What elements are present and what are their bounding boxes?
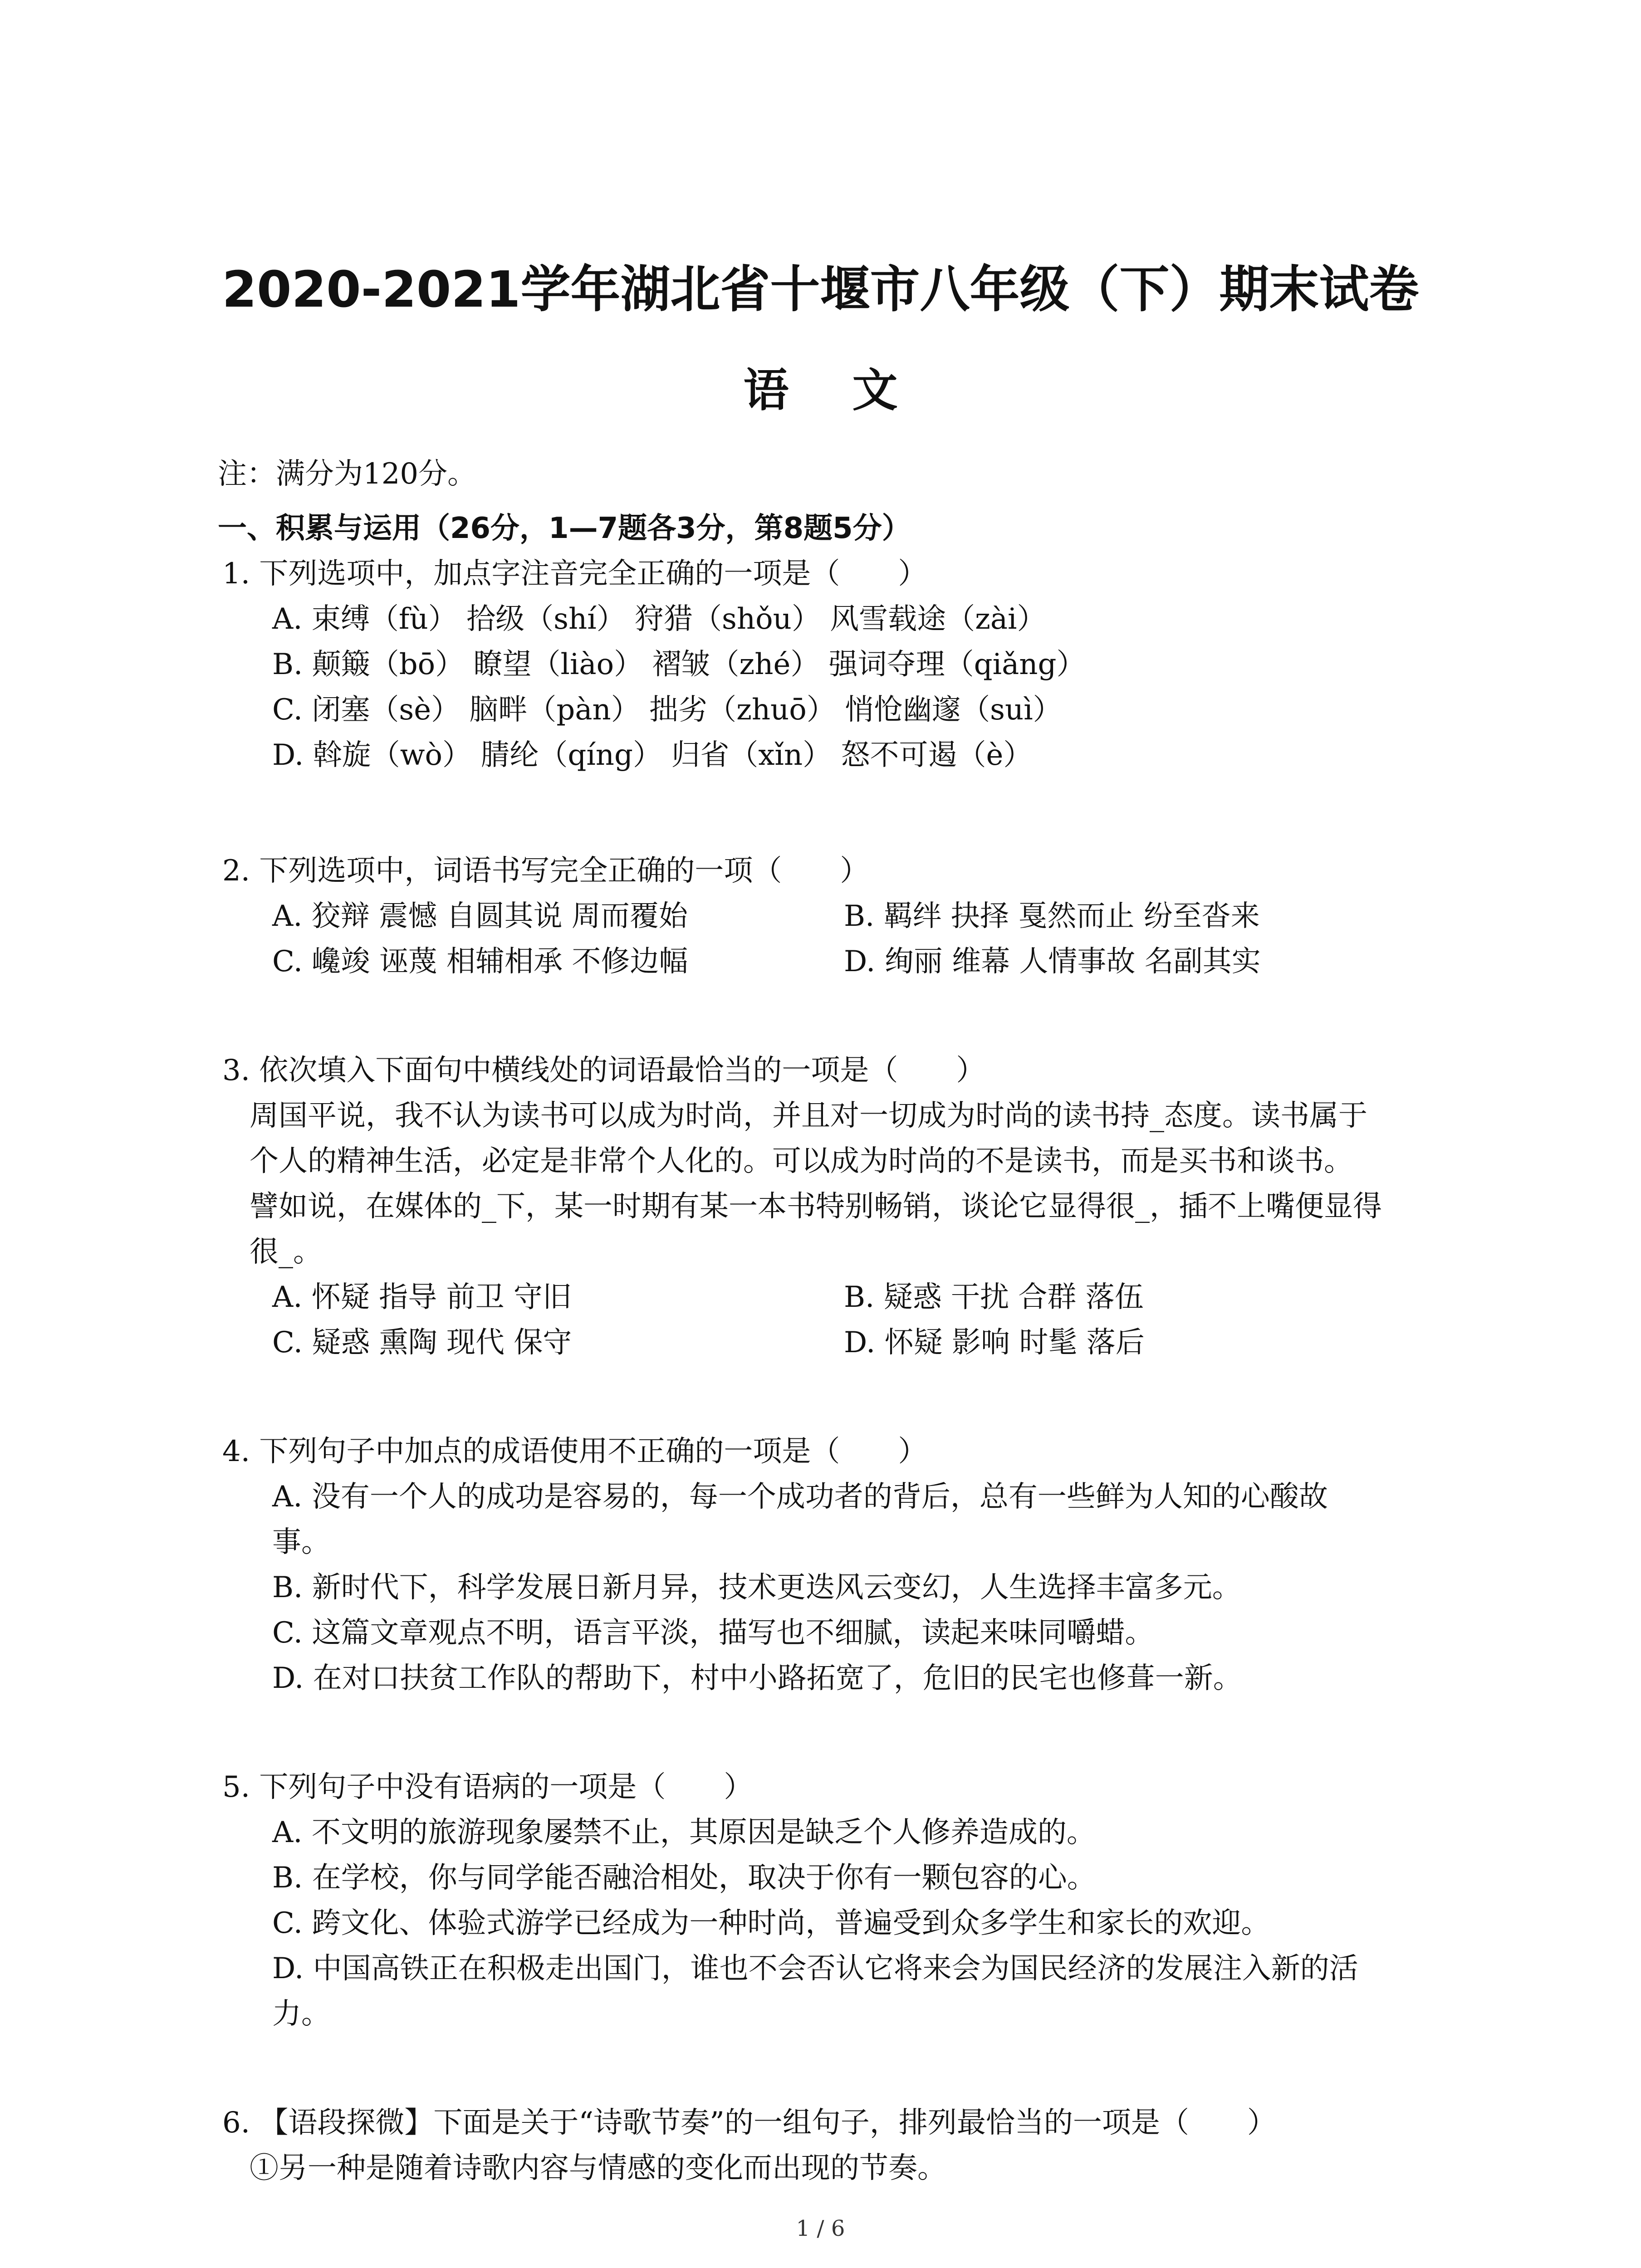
question-3-option-b: B. 疑惑 干扰 合群 落伍 xyxy=(844,1281,1144,1314)
question-5-stem: 5. 下列句子中没有语病的一项是（ ） xyxy=(222,1770,753,1804)
question-3-passage-line: 很_。 xyxy=(250,1235,322,1269)
question-4-option-a-cont: 事。 xyxy=(272,1525,330,1559)
question-3-option-a: A. 怀疑 指导 前卫 守旧 xyxy=(272,1281,572,1314)
question-2-option-c: C. 巉竣 诬蔑 相辅相承 不修边幅 xyxy=(272,945,688,978)
question-1-stem: 1. 下列选项中，加点字注音完全正确的一项是（ ） xyxy=(222,557,927,591)
question-5-option-b: B. 在学校，你与同学能否融洽相处，取决于你有一颗包容的心。 xyxy=(272,1861,1096,1895)
question-1-option-d: D. 斡旋（wò） 腈纶（qíng） 归省（xǐn） 怒不可遏（è） xyxy=(272,738,1033,772)
question-3-option-c: C. 疑惑 熏陶 现代 保守 xyxy=(272,1326,572,1359)
exam-title: 2020-2021学年湖北省十堰市八年级（下）期末试卷 xyxy=(222,260,1419,318)
question-6-sentence: ①另一种是随着诗歌内容与情感的变化而出现的节奏。 xyxy=(250,2151,946,2185)
question-2-option-b: B. 羁绊 抉择 戛然而止 纷至沓来 xyxy=(844,899,1260,933)
question-3-passage-line: 周国平说，我不认为读书可以成为时尚，并且对一切成为时尚的读书持_态度。读书属于 xyxy=(250,1099,1367,1133)
question-2-option-d: D. 绚丽 维幕 人情事故 名副其实 xyxy=(844,945,1261,978)
question-2-option-a: A. 狡辩 震憾 自圆其说 周而覆始 xyxy=(272,899,688,933)
question-3-passage-line: 个人的精神生活，必定是非常个人化的。可以成为时尚的不是读书，而是买书和谈书。 xyxy=(250,1144,1353,1178)
question-4-option-d: D. 在对口扶贫工作队的帮助下，村中小路拓宽了，危旧的民宅也修葺一新。 xyxy=(272,1662,1242,1695)
question-3-option-d: D. 怀疑 影响 时髦 落后 xyxy=(844,1326,1145,1359)
question-1-option-a: A. 束缚（fù） 拾级（shí） 狩猎（shǒu） 风雪载途（zài） xyxy=(272,602,1046,636)
question-4-option-b: B. 新时代下，科学发展日新月异，技术更迭风云变幻，人生选择丰富多元。 xyxy=(272,1571,1241,1604)
question-1-option-b: B. 颠簸（bō） 瞭望（liào） 褶皱（zhé） 强词夺理（qiǎng） xyxy=(272,648,1086,681)
section-heading: 一、积累与运用（26分，1—7题各3分，第8题5分） xyxy=(218,512,911,545)
question-4-option-a: A. 没有一个人的成功是容易的，每一个成功者的背后，总有一些鲜为人知的心酸故 xyxy=(272,1480,1328,1514)
score-note: 注：满分为120分。 xyxy=(218,457,477,491)
question-2-stem: 2. 下列选项中，词语书写完全正确的一项（ ） xyxy=(222,854,869,888)
question-4-stem: 4. 下列句子中加点的成语使用不正确的一项是（ ） xyxy=(222,1435,927,1468)
question-5-option-a: A. 不文明的旅游现象屡禁不止，其原因是缺乏个人修养造成的。 xyxy=(272,1816,1096,1849)
question-5-option-d-cont: 力。 xyxy=(272,1997,330,2031)
question-5-option-d: D. 中国高铁正在积极走出国门，谁也不会否认它将来会为国民经济的发展注入新的活 xyxy=(272,1952,1358,1985)
question-1-option-c: C. 闭塞（sè） 脑畔（pàn） 拙劣（zhuō） 悄怆幽邃（suì） xyxy=(272,693,1062,727)
question-4-option-c: C. 这篇文章观点不明，语言平淡，描写也不细腻，读起来味同嚼蜡。 xyxy=(272,1616,1154,1650)
question-3-stem: 3. 依次填入下面句中横线处的词语最恰当的一项是（ ） xyxy=(222,1054,985,1087)
question-3-passage-line: 譬如说，在媒体的_下，某一时期有某一本书特别畅销，谈论它显得很_，插不上嘴便显得 xyxy=(250,1190,1382,1223)
page-number: 1 / 6 xyxy=(796,2216,845,2241)
question-5-option-c: C. 跨文化、体验式游学已经成为一种时尚，普遍受到众多学生和家长的欢迎。 xyxy=(272,1906,1270,1940)
subject-title: 语文 xyxy=(743,364,961,417)
question-6-stem: 6. 【语段探微】下面是关于“诗歌节奏”的一组句子，排列最恰当的一项是（ ） xyxy=(222,2106,1276,2140)
